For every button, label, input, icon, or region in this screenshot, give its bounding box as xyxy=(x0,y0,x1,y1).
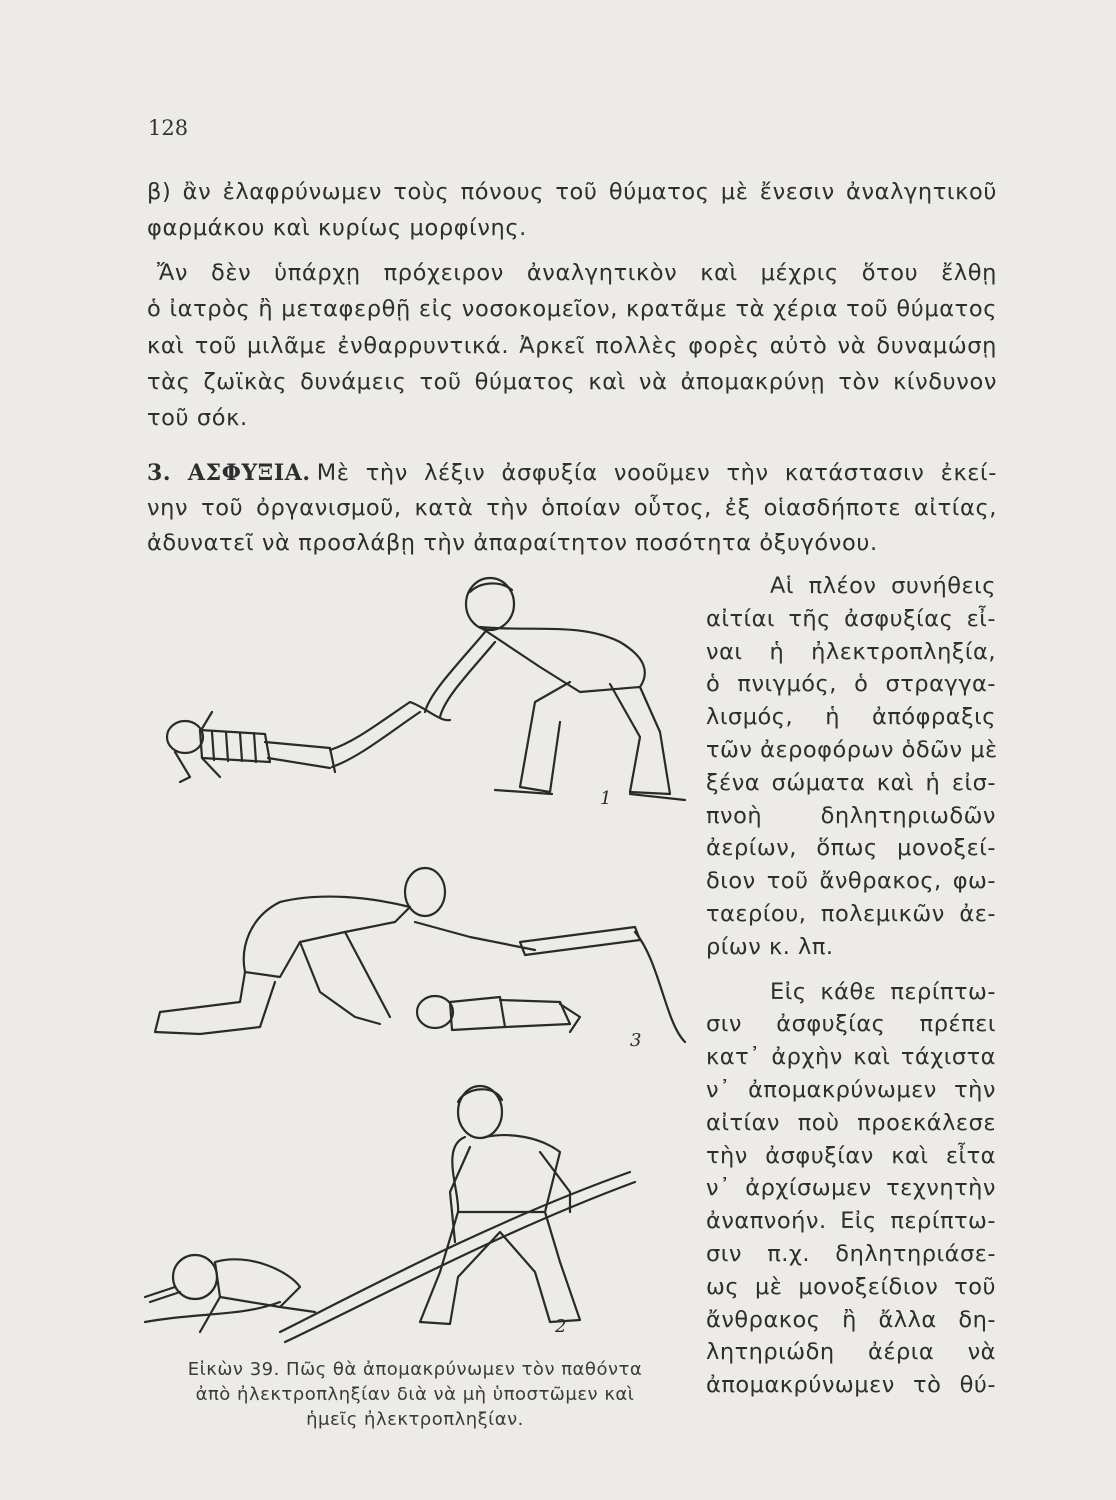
text-line: ρίων κ. λπ. xyxy=(706,933,834,960)
paragraph-comfort xyxy=(147,255,997,436)
text-line: τῶν ἀεροφόρων ὁδῶν μὲ xyxy=(706,736,998,763)
text-line: αἰτίαι τῆς ἀσφυξίας εἶ- xyxy=(706,605,996,632)
text-line: φαρμάκου καὶ κυρίως μορφίνης. xyxy=(147,215,527,241)
text-line xyxy=(147,456,997,491)
panel-label-3: 3 xyxy=(630,1030,642,1051)
text-line: νην τοῦ ὀργανισμοῦ, κατὰ τὴν ὁποίαν οὗτος, ἐξ οἱασδήποτε αἰτίας, xyxy=(147,495,997,521)
text-line: ὁ πνιγμός, ὁ στραγγα- xyxy=(706,671,996,698)
caption-line: ἀπὸ ἠλεκτροπληξίαν διὰ νὰ μὴ ὑποστῶμεν καὶ xyxy=(195,1384,635,1405)
text-run: Μὲ τὴν λέξιν ἀσφυξία νοοῦμεν τὴν κατάστασιν ἐκεί- xyxy=(316,460,997,486)
figure-caption xyxy=(150,1357,680,1432)
text-line: Αἱ πλέον συνήθεις xyxy=(770,573,996,599)
text-line: σιν π.χ. δηλητηριάσε- xyxy=(706,1240,996,1267)
text-line: ὁ ἰατρὸς ἢ μεταφερθῇ εἰς νοσοκομεῖον, κρατᾶμε τὰ χέρια τοῦ θύματος xyxy=(147,296,997,323)
right-column xyxy=(706,570,996,1402)
paragraph-causes xyxy=(706,570,996,964)
text-line: πνοὴ δηλητηριωδῶν xyxy=(706,802,996,829)
text-line: διον τοῦ ἄνθρακος, φω- xyxy=(706,868,996,895)
text-line: Εἰς κάθε περίπτω- xyxy=(770,978,996,1005)
page-number: 128 xyxy=(148,116,189,140)
text-line: κατ᾽ ἀρχὴν καὶ τάχιστα xyxy=(706,1044,996,1071)
paragraph-asphyxia xyxy=(147,456,997,561)
paragraph-analgesic xyxy=(147,174,997,246)
text-line: ἀερίων, ὅπως μονοξεί- xyxy=(706,835,996,862)
section-heading: 3. ΑΣΦΥΞΙΑ. xyxy=(147,460,311,486)
text-line: ξένα σώματα καὶ ἡ εἰσ- xyxy=(706,769,996,796)
paragraph-first-steps xyxy=(706,976,996,1402)
text-line: ἀναπνοήν. Εἰς περίπτω- xyxy=(706,1208,996,1235)
text-line: τὰς ζωϊκὰς δυνάμεις τοῦ θύματος καὶ νὰ ἀπομακρύνῃ τὸν κίνδυνον xyxy=(147,368,997,395)
text-line: τὴν ἀσφυξίαν καὶ εἶτα xyxy=(706,1142,996,1169)
text-line: σιν ἀσφυξίας πρέπει xyxy=(706,1011,996,1038)
text-line: τοῦ σόκ. xyxy=(147,405,248,432)
text-line: ἀδυνατεῖ νὰ προσλάβῃ τὴν ἀπαραίτητον ποσότητα ὀξυγόνου. xyxy=(147,530,878,556)
text-line: ἀπομακρύνωμεν τὸ θύ- xyxy=(706,1372,996,1399)
text-line: ἄνθρακος ἢ ἄλλα δη- xyxy=(706,1306,996,1333)
text-line: ν᾽ ἀρχίσωμεν τεχνητὴν xyxy=(706,1175,996,1202)
text-line: ναι ἡ ἠλεκτροπληξία, xyxy=(706,638,996,665)
text-line: λισμός, ἡ ἀπόφραξις xyxy=(706,704,996,731)
text-line: ταερίου, πολεμικῶν ἀε- xyxy=(706,900,996,927)
illustration-svg xyxy=(140,572,700,1352)
panel-1-drawing xyxy=(167,578,685,809)
panel-3-drawing xyxy=(155,868,685,1051)
panel-2-drawing xyxy=(145,1086,635,1342)
text-line: αἰτίαν ποὺ προεκάλεσε xyxy=(706,1109,996,1136)
text-line: λητηριώδη ἀέρια νὰ xyxy=(706,1339,996,1366)
panel-label-2: 2 xyxy=(555,1316,567,1337)
panel-label-1: 1 xyxy=(600,788,612,809)
text-line: ν᾽ ἀπομακρύνωμεν τὴν xyxy=(706,1076,996,1103)
text-line: ως μὲ μονοξείδιον τοῦ xyxy=(706,1273,996,1300)
caption-line: Εἰκὼν 39. Πῶς θὰ ἀπομακρύνωμεν τὸν παθόντα xyxy=(187,1359,643,1380)
text-line: καὶ τοῦ μιλᾶμε ἐνθαρρυντικά. Ἀρκεῖ πολλὲς φορὲς αὐτὸ νὰ δυναμώσῃ xyxy=(147,332,997,359)
text-line: β) ἂν ἐλαφρύνωμεν τοὺς πόνους τοῦ θύματος μὲ ἔνεσιν ἀναλγητικοῦ xyxy=(147,179,997,205)
text-line: Ἄν δὲν ὑπάρχῃ πρόχειρον ἀναλγητικὸν καὶ μέχρις ὅτου ἔλθῃ xyxy=(157,260,997,286)
caption-line: ἡμεῖς ἠλεκτροπληξίαν. xyxy=(306,1409,524,1430)
illustration-electric-shock-rescue xyxy=(140,572,700,1352)
